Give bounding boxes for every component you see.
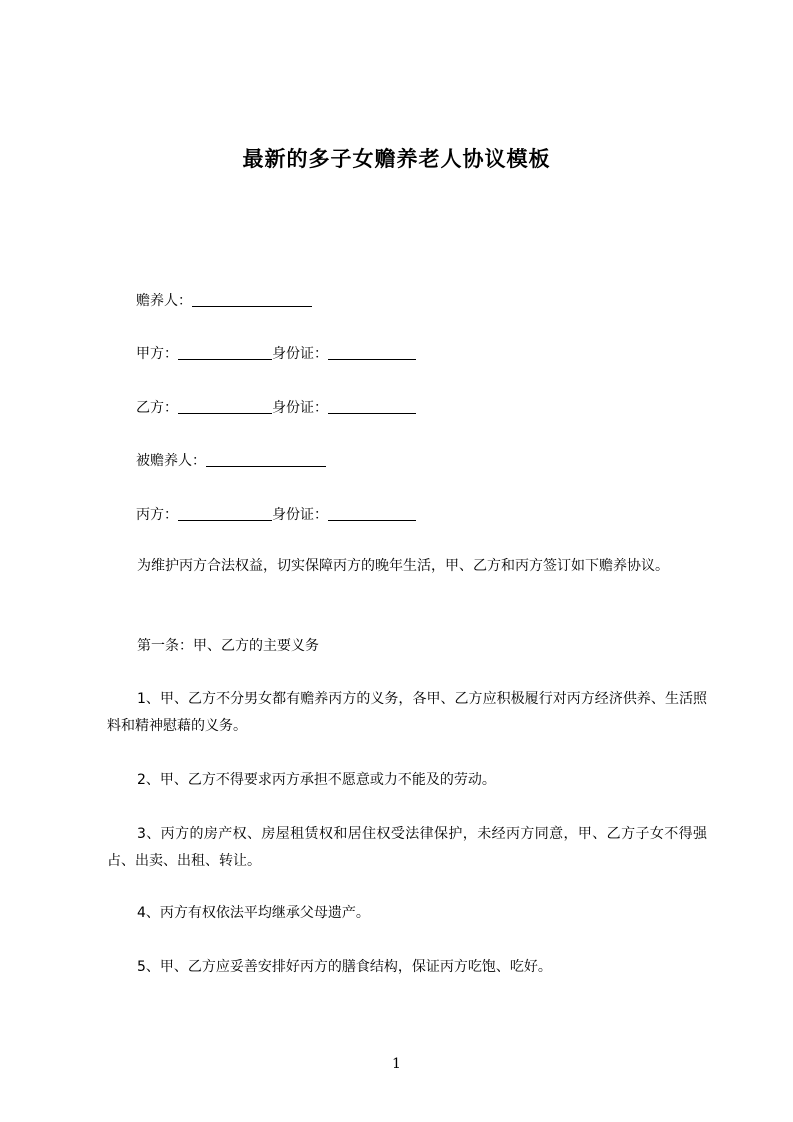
- party-c-id-label: 身份证：: [272, 507, 328, 523]
- party-b-blank: [178, 399, 272, 414]
- party-c-blank: [178, 506, 272, 521]
- clause-5-text: 5、甲、乙方应妥善安排好丙方的膳食结构，保证丙方吃饱、吃好。: [137, 959, 552, 975]
- clause-paragraph: [107, 686, 707, 740]
- clause-4-text: 4、丙方有权依法平均继承父母遗产。: [137, 905, 370, 921]
- article-heading: [107, 633, 707, 660]
- intro-text: 为维护丙方合法权益，切实保障丙方的晚年生活，甲、乙方和丙方签订如下赡养协议。: [137, 558, 669, 574]
- party-a-field: [136, 345, 416, 363]
- party-c-id-blank: [328, 506, 416, 521]
- clause-paragraph: [107, 767, 707, 794]
- clause-paragraph: [107, 821, 707, 875]
- party-a-label: 甲方：: [136, 346, 178, 362]
- party-a-id-label: 身份证：: [272, 346, 328, 362]
- intro-paragraph: [107, 553, 707, 580]
- party-b-label: 乙方：: [136, 400, 178, 416]
- clause-paragraph: [107, 900, 707, 927]
- supporter-blank: [192, 292, 312, 307]
- party-a-id-blank: [328, 345, 416, 360]
- article-1-heading: 第一条：甲、乙方的主要义务: [137, 638, 319, 654]
- supported-label: 被赡养人：: [136, 453, 206, 469]
- party-b-id-label: 身份证：: [272, 400, 328, 416]
- party-c-label: 丙方：: [136, 507, 178, 523]
- clause-3-text: 3、丙方的房产权、房屋租赁权和居住权受法律保护，未经丙方同意，甲、乙方子女不得强占、出卖、出租、转让。: [107, 826, 707, 869]
- page-number: 1: [392, 1056, 401, 1072]
- supported-field: [136, 452, 326, 470]
- party-b-field: [136, 399, 416, 417]
- party-c-field: [136, 506, 416, 524]
- clause-1-text: 1、甲、乙方不分男女都有赡养丙方的义务，各甲、乙方应积极履行对丙方经济供养、生活照料和精神慰藉的义务。: [107, 691, 707, 734]
- clause-paragraph: [107, 954, 707, 981]
- party-a-blank: [178, 345, 272, 360]
- document-title: 最新的多子女赡养老人协议模板: [242, 147, 551, 171]
- supporter-label: 赡养人：: [136, 293, 192, 309]
- party-b-id-blank: [328, 399, 416, 414]
- supported-blank: [206, 452, 326, 467]
- clause-2-text: 2、甲、乙方不得要求丙方承担不愿意或力不能及的劳动。: [137, 772, 496, 788]
- supporter-field: [136, 292, 312, 310]
